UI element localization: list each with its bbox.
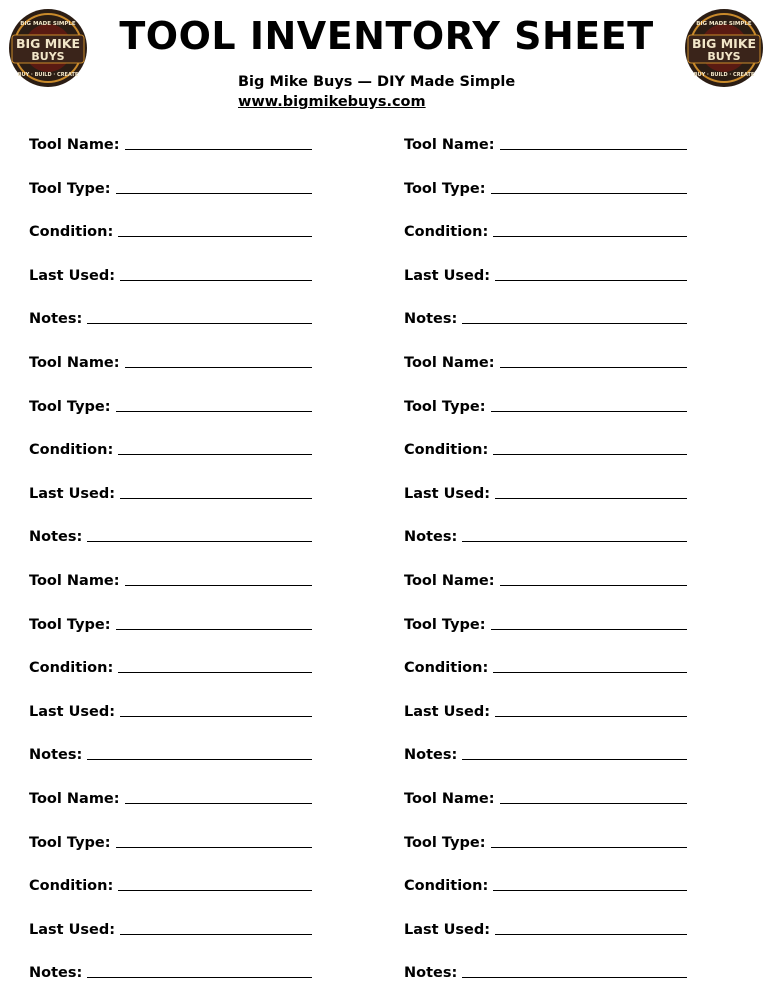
field-label: Tool Name: bbox=[404, 137, 495, 153]
tool-name-field[interactable] bbox=[29, 791, 312, 807]
tool-type-field[interactable] bbox=[29, 399, 312, 415]
big-mike-buys-logo bbox=[684, 8, 764, 88]
fill-in-line[interactable] bbox=[120, 279, 312, 281]
fill-in-line[interactable] bbox=[462, 540, 687, 542]
fill-in-line[interactable] bbox=[125, 366, 312, 368]
field-label: Tool Name: bbox=[404, 355, 495, 371]
field-label: Notes: bbox=[29, 311, 83, 328]
last-used-field[interactable] bbox=[404, 268, 687, 284]
last-used-field[interactable] bbox=[29, 922, 312, 938]
fill-in-line[interactable] bbox=[462, 976, 687, 978]
notes-field[interactable] bbox=[29, 965, 312, 981]
notes-field[interactable] bbox=[29, 529, 312, 545]
fill-in-line[interactable] bbox=[116, 846, 312, 848]
svg-text:BIG MADE SIMPLE: BIG MADE SIMPLE bbox=[20, 21, 76, 27]
tool-type-field[interactable] bbox=[29, 617, 312, 633]
tool-name-field[interactable] bbox=[404, 573, 687, 589]
last-used-field[interactable] bbox=[29, 268, 312, 284]
field-label: Condition: bbox=[29, 442, 114, 459]
field-label: Last Used: bbox=[404, 485, 491, 502]
fill-in-line[interactable] bbox=[118, 235, 312, 237]
field-label: Notes: bbox=[404, 747, 458, 764]
field-label: Condition: bbox=[404, 224, 489, 241]
fill-in-line[interactable] bbox=[120, 933, 312, 935]
field-label: Condition: bbox=[404, 660, 489, 677]
field-label: Last Used: bbox=[29, 703, 116, 720]
field-label: Condition: bbox=[404, 442, 489, 459]
notes-field[interactable] bbox=[29, 747, 312, 763]
svg-text:BUYS: BUYS bbox=[31, 50, 65, 63]
condition-field[interactable] bbox=[404, 224, 687, 240]
fill-in-line[interactable] bbox=[125, 802, 312, 804]
condition-field[interactable] bbox=[404, 660, 687, 676]
field-label: Last Used: bbox=[29, 485, 116, 502]
fill-in-line[interactable] bbox=[495, 497, 687, 499]
field-label: Tool Name: bbox=[404, 791, 495, 807]
fill-in-line[interactable] bbox=[500, 802, 687, 804]
condition-field[interactable] bbox=[29, 442, 312, 458]
field-label: Last Used: bbox=[404, 267, 491, 284]
last-used-field[interactable] bbox=[404, 704, 687, 720]
field-label: Last Used: bbox=[29, 921, 116, 938]
fill-in-line[interactable] bbox=[500, 148, 687, 150]
fill-in-line[interactable] bbox=[125, 584, 312, 586]
fill-in-line[interactable] bbox=[462, 758, 687, 760]
fill-in-line[interactable] bbox=[120, 715, 312, 717]
fill-in-line[interactable] bbox=[87, 540, 312, 542]
svg-text:BIG MIKE: BIG MIKE bbox=[15, 36, 81, 51]
condition-field[interactable] bbox=[29, 224, 312, 240]
tool-type-field[interactable] bbox=[29, 835, 312, 851]
last-used-field[interactable] bbox=[29, 486, 312, 502]
field-label: Condition: bbox=[29, 224, 114, 241]
last-used-field[interactable] bbox=[29, 704, 312, 720]
field-label: Tool Type: bbox=[404, 834, 486, 851]
field-label: Tool Name: bbox=[29, 573, 120, 589]
condition-field[interactable] bbox=[29, 878, 312, 894]
field-label: Notes: bbox=[29, 747, 83, 764]
field-label: Condition: bbox=[29, 878, 114, 895]
fill-in-line[interactable] bbox=[116, 410, 312, 412]
field-label: Tool Type: bbox=[404, 180, 486, 197]
field-label: Tool Type: bbox=[404, 398, 486, 415]
field-label: Condition: bbox=[29, 660, 114, 677]
notes-field[interactable] bbox=[404, 529, 687, 545]
fill-in-line[interactable] bbox=[125, 148, 312, 150]
notes-field[interactable] bbox=[29, 311, 312, 327]
notes-field[interactable] bbox=[404, 965, 687, 981]
fill-in-line[interactable] bbox=[495, 279, 687, 281]
field-label: Tool Type: bbox=[29, 180, 111, 197]
field-label: Last Used: bbox=[404, 703, 491, 720]
fill-in-line[interactable] bbox=[87, 758, 312, 760]
field-label: Tool Type: bbox=[29, 834, 111, 851]
field-label: Tool Name: bbox=[29, 791, 120, 807]
field-label: Notes: bbox=[404, 965, 458, 982]
svg-text:BIG MADE SIMPLE: BIG MADE SIMPLE bbox=[696, 21, 752, 27]
tool-type-field[interactable] bbox=[404, 399, 687, 415]
field-label: Tool Name: bbox=[29, 137, 120, 153]
condition-field[interactable] bbox=[404, 442, 687, 458]
svg-text:BUY · BUILD · CREATE: BUY · BUILD · CREATE bbox=[17, 72, 79, 78]
field-label: Notes: bbox=[404, 311, 458, 328]
fill-in-line[interactable] bbox=[491, 410, 687, 412]
fill-in-line[interactable] bbox=[493, 889, 687, 891]
last-used-field[interactable] bbox=[404, 922, 687, 938]
fill-in-line[interactable] bbox=[500, 584, 687, 586]
notes-field[interactable] bbox=[404, 747, 687, 763]
tool-name-field[interactable] bbox=[29, 137, 312, 153]
tool-name-field[interactable] bbox=[404, 355, 687, 371]
tool-name-field[interactable] bbox=[29, 355, 312, 371]
fill-in-line[interactable] bbox=[495, 715, 687, 717]
tool-type-field[interactable] bbox=[29, 181, 312, 197]
field-label: Tool Name: bbox=[29, 355, 120, 371]
fill-in-line[interactable] bbox=[491, 846, 687, 848]
fill-in-line[interactable] bbox=[491, 628, 687, 630]
fill-in-line[interactable] bbox=[87, 976, 312, 978]
tool-type-field[interactable] bbox=[404, 835, 687, 851]
fill-in-line[interactable] bbox=[495, 933, 687, 935]
svg-text:BUY · BUILD · CREATE: BUY · BUILD · CREATE bbox=[693, 72, 755, 78]
page-title: TOOL INVENTORY SHEET bbox=[119, 14, 654, 58]
fill-in-line[interactable] bbox=[116, 192, 312, 194]
fill-in-line[interactable] bbox=[118, 453, 312, 455]
fill-in-line[interactable] bbox=[118, 889, 312, 891]
website-link[interactable]: www.bigmikebuys.com bbox=[238, 94, 426, 110]
field-label: Tool Type: bbox=[29, 616, 111, 633]
fill-in-line[interactable] bbox=[118, 671, 312, 673]
fill-in-line[interactable] bbox=[462, 322, 687, 324]
page-header bbox=[0, 0, 773, 120]
field-label: Condition: bbox=[404, 878, 489, 895]
condition-field[interactable] bbox=[29, 660, 312, 676]
fill-in-line[interactable] bbox=[116, 628, 312, 630]
field-label: Notes: bbox=[404, 529, 458, 546]
fill-in-line[interactable] bbox=[493, 671, 687, 673]
last-used-field[interactable] bbox=[404, 486, 687, 502]
field-label: Last Used: bbox=[29, 267, 116, 284]
fill-in-line[interactable] bbox=[493, 453, 687, 455]
field-label: Tool Type: bbox=[404, 616, 486, 633]
tool-type-field[interactable] bbox=[404, 181, 687, 197]
tool-type-field[interactable] bbox=[404, 617, 687, 633]
tool-name-field[interactable] bbox=[404, 137, 687, 153]
field-label: Notes: bbox=[29, 529, 83, 546]
field-label: Last Used: bbox=[404, 921, 491, 938]
notes-field[interactable] bbox=[404, 311, 687, 327]
fill-in-line[interactable] bbox=[500, 366, 687, 368]
field-label: Notes: bbox=[29, 965, 83, 982]
fill-in-line[interactable] bbox=[120, 497, 312, 499]
tool-name-field[interactable] bbox=[29, 573, 312, 589]
tool-name-field[interactable] bbox=[404, 791, 687, 807]
fill-in-line[interactable] bbox=[87, 322, 312, 324]
fill-in-line[interactable] bbox=[491, 192, 687, 194]
field-label: Tool Type: bbox=[29, 398, 111, 415]
field-label: Tool Name: bbox=[404, 573, 495, 589]
svg-text:BIG MIKE: BIG MIKE bbox=[691, 36, 757, 51]
fill-in-line[interactable] bbox=[493, 235, 687, 237]
subtitle: Big Mike Buys — DIY Made Simple bbox=[238, 74, 516, 90]
svg-text:BUYS: BUYS bbox=[707, 50, 741, 63]
condition-field[interactable] bbox=[404, 878, 687, 894]
